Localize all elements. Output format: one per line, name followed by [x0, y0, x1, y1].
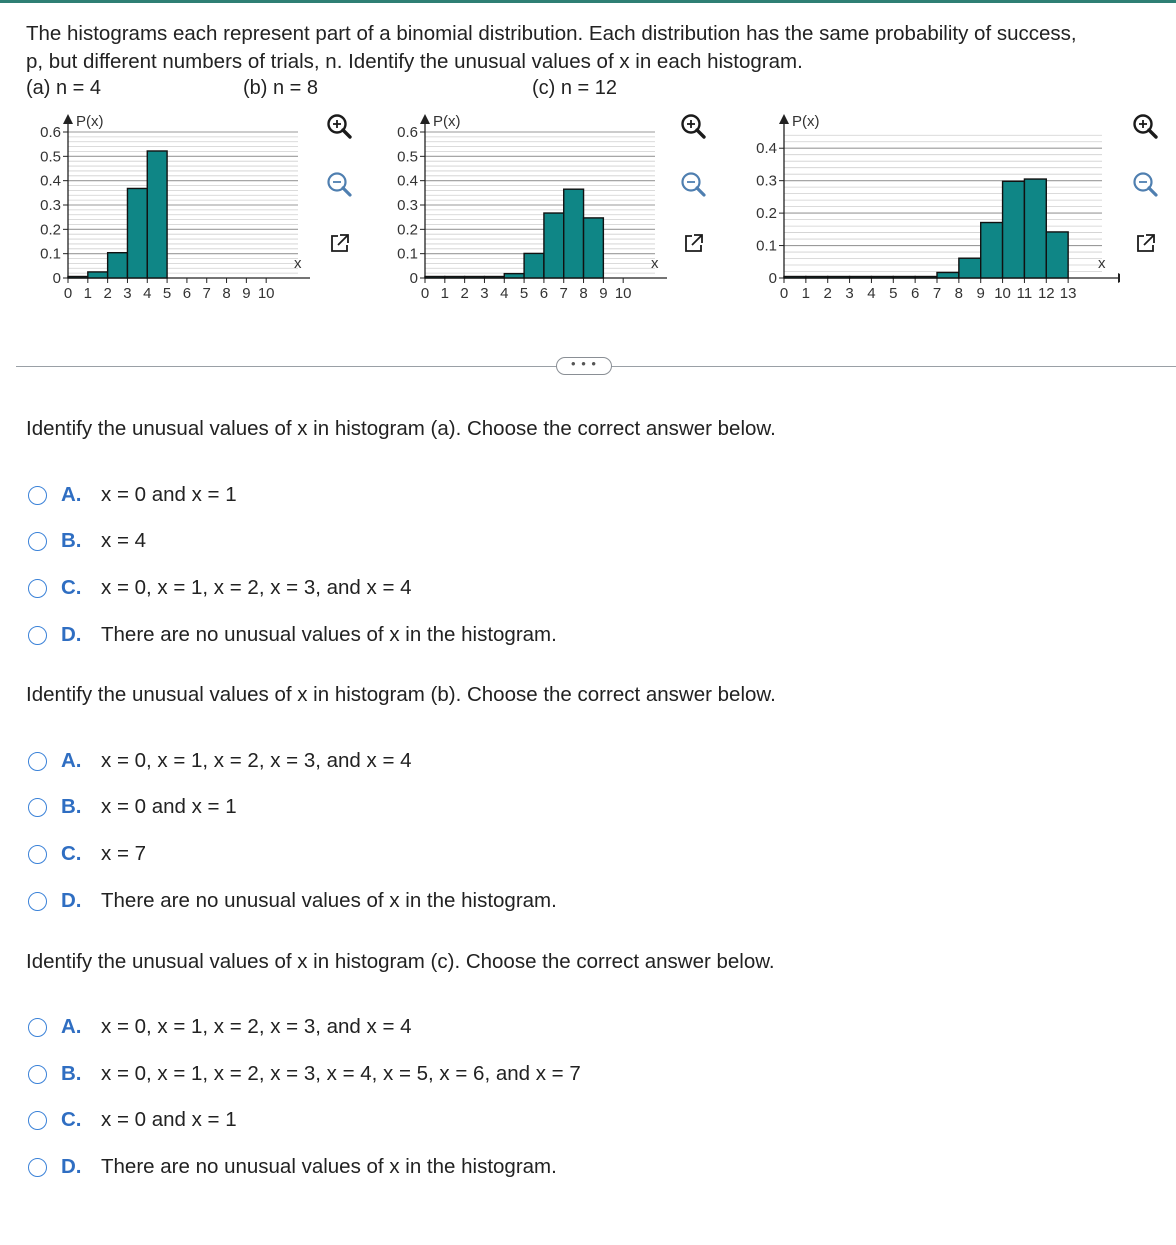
zoom-out-icon — [322, 189, 356, 206]
histogram-bar — [544, 213, 564, 278]
answer-option[interactable] — [28, 481, 237, 509]
y-tick-label: 0.6 — [397, 124, 418, 141]
x-tick-label: 2 — [103, 285, 112, 302]
answer-option[interactable] — [28, 1106, 237, 1134]
answer-option[interactable] — [28, 887, 557, 915]
zoom-out-button[interactable] — [676, 168, 710, 202]
x-tick-label: 3 — [480, 285, 489, 302]
answer-option[interactable] — [28, 1153, 557, 1181]
radio-button[interactable] — [28, 579, 47, 598]
option-letter: B. — [61, 1062, 82, 1085]
zoom-in-button[interactable] — [322, 110, 356, 144]
zoom-out-icon — [676, 189, 710, 206]
option-text: There are no unusual values of x in the histogram. — [101, 1155, 557, 1178]
x-axis-title: x — [651, 255, 659, 272]
histogram-bar — [484, 277, 504, 279]
histogram-bar — [959, 258, 981, 278]
x-tick-label: 8 — [222, 285, 231, 302]
y-tick-label: 0.3 — [40, 197, 61, 214]
x-tick-label: 0 — [63, 285, 73, 302]
histogram-bar — [1003, 181, 1025, 278]
radio-button[interactable] — [28, 626, 47, 645]
x-tick-label: 5 — [519, 285, 529, 302]
x-tick-label: 6 — [910, 285, 920, 302]
x-tick-label: 6 — [539, 285, 549, 302]
option-text: x = 0 and x = 1 — [101, 1108, 237, 1131]
y-tick-label: 0.1 — [397, 245, 418, 263]
answer-option[interactable] — [28, 1060, 581, 1088]
x-tick-label: 0 — [420, 285, 430, 302]
radio-button[interactable] — [28, 1158, 47, 1177]
question-b-prompt: Identify the unusual values of x in histogram (b). Choose the correct answer below. — [26, 683, 776, 706]
x-tick-label: 1 — [83, 285, 92, 302]
problem-line-1: The histograms each represent part of a binomial distribution. Each distribution has the same probability of success, — [26, 22, 1077, 45]
y-axis-arrow — [779, 114, 789, 124]
x-tick-label: 5 — [889, 285, 898, 302]
histogram-bar — [68, 277, 88, 279]
y-tick-label: 0.5 — [397, 148, 418, 166]
histogram-bar — [1046, 232, 1068, 278]
x-tick-label: 10 — [257, 285, 275, 302]
histogram-bar — [828, 277, 850, 279]
open-in-new-window-button[interactable] — [322, 226, 356, 260]
histogram-svg — [28, 104, 310, 304]
y-tick-label: 0.3 — [756, 172, 777, 190]
open-in-new-window-button[interactable] — [1128, 226, 1162, 260]
radio-button[interactable] — [28, 798, 47, 817]
x-tick-label: 6 — [182, 285, 192, 302]
y-axis-arrow — [63, 114, 73, 124]
option-letter: D. — [61, 889, 82, 912]
histogram-bar — [88, 272, 108, 278]
histogram-bar — [893, 277, 915, 279]
histogram-a — [28, 104, 310, 304]
y-axis-arrow — [420, 114, 430, 124]
zoom-out-button[interactable] — [322, 168, 356, 202]
x-tick-label: 1 — [440, 285, 449, 302]
option-text: x = 7 — [101, 842, 147, 865]
histogram-a-label: (a) n = 4 — [26, 77, 102, 99]
zoom-out-button[interactable] — [1128, 168, 1162, 202]
histogram-bar — [915, 277, 937, 279]
x-tick-label: 10 — [994, 285, 1011, 302]
x-axis-title: x — [294, 255, 302, 272]
histogram-bar — [564, 189, 584, 278]
radio-button[interactable] — [28, 1065, 47, 1084]
y-tick-label: 0.6 — [40, 124, 61, 141]
histogram-bar — [425, 277, 445, 279]
x-tick-label: 4 — [867, 285, 876, 302]
x-tick-label: 8 — [954, 285, 964, 302]
y-tick-label: 0 — [768, 270, 777, 287]
option-letter: C. — [61, 842, 82, 865]
more-button[interactable]: • • • — [556, 357, 612, 375]
x-tick-label: 12 — [1037, 285, 1055, 302]
histogram-bar — [981, 223, 1003, 278]
histogram-c-label: (c) n = 12 — [532, 77, 618, 99]
option-text: x = 0, x = 1, x = 2, x = 3, x = 4, x = 5, x = 6, and x = 7 — [101, 1062, 581, 1085]
option-letter: B. — [61, 795, 82, 818]
option-text: x = 0, x = 1, x = 2, x = 3, and x = 4 — [101, 576, 412, 599]
x-tick-label: 2 — [460, 285, 469, 302]
x-tick-label: 1 — [801, 285, 811, 302]
problem-statement — [26, 20, 1176, 76]
option-letter: D. — [61, 1155, 82, 1178]
y-tick-label: 0.4 — [756, 140, 777, 158]
x-tick-label: 7 — [559, 285, 568, 302]
x-axis-arrow — [1118, 273, 1120, 283]
x-tick-label: 9 — [242, 285, 251, 302]
radio-button[interactable] — [28, 1018, 47, 1037]
x-tick-label: 7 — [202, 285, 211, 302]
histogram-bar — [445, 277, 465, 279]
y-tick-label: 0 — [52, 270, 61, 287]
zoom-in-button[interactable] — [1128, 110, 1162, 144]
x-tick-label: 8 — [579, 285, 588, 302]
option-letter: A. — [61, 483, 82, 506]
open-in-new-window-icon — [322, 247, 356, 264]
y-tick-label: 0.2 — [756, 205, 777, 223]
x-tick-label: 13 — [1059, 285, 1077, 302]
x-tick-label: 5 — [162, 285, 172, 302]
histogram-bar — [584, 218, 604, 278]
x-tick-label: 11 — [1016, 285, 1033, 302]
x-tick-label: 4 — [143, 285, 152, 302]
x-tick-label: 4 — [500, 285, 509, 302]
x-tick-label: 10 — [614, 285, 632, 302]
option-text: x = 0, x = 1, x = 2, x = 3, and x = 4 — [101, 749, 412, 772]
option-text: x = 4 — [101, 529, 147, 552]
histogram-bar — [147, 151, 167, 278]
histogram-b — [385, 104, 667, 304]
y-tick-label: 0.2 — [397, 221, 418, 239]
histogram-bar — [504, 274, 524, 278]
y-tick-label: 0.3 — [397, 197, 418, 214]
option-letter: C. — [61, 1108, 82, 1131]
x-tick-label: 9 — [599, 285, 608, 302]
y-tick-label: 0.5 — [40, 148, 61, 166]
problem-line-2: p, but different numbers of trials, n. Identify the unusual values of x in each histogram. — [26, 50, 803, 73]
answer-option[interactable] — [28, 574, 412, 602]
histogram-svg — [740, 104, 1120, 304]
question-a-prompt: Identify the unusual values of x in histogram (a). Choose the correct answer below. — [26, 417, 776, 440]
radio-button[interactable] — [28, 1111, 47, 1130]
histogram-bar — [850, 277, 872, 279]
y-tick-label: 0.1 — [756, 237, 777, 255]
x-tick-label: 0 — [779, 285, 789, 302]
answer-option[interactable] — [28, 840, 146, 868]
option-text: x = 0, x = 1, x = 2, x = 3, and x = 4 — [101, 1015, 412, 1038]
histogram-bar — [784, 277, 806, 279]
histogram-bar — [1024, 179, 1046, 278]
histogram-c — [740, 104, 1120, 304]
histogram-bar — [524, 253, 544, 278]
y-tick-label: 0.4 — [397, 172, 418, 190]
open-in-new-window-icon — [676, 247, 710, 264]
option-letter: C. — [61, 576, 82, 599]
answer-option[interactable] — [28, 527, 146, 555]
x-tick-label: 9 — [976, 285, 985, 302]
x-tick-label: 3 — [845, 285, 854, 302]
histogram-bar — [871, 277, 893, 279]
zoom-in-icon — [1128, 131, 1162, 148]
radio-button[interactable] — [28, 892, 47, 911]
y-axis-title: P(x) — [76, 113, 104, 130]
option-text: There are no unusual values of x in the histogram. — [101, 623, 557, 646]
histogram-bar — [806, 277, 828, 279]
x-tick-label: 7 — [932, 285, 942, 302]
histogram-bar — [108, 253, 128, 278]
y-axis-title: P(x) — [433, 113, 461, 130]
question-c-prompt: Identify the unusual values of x in histogram (c). Choose the correct answer below. — [26, 950, 775, 973]
x-tick-label: 3 — [123, 285, 132, 302]
option-letter: A. — [61, 1015, 82, 1038]
histogram-bar — [127, 188, 147, 278]
option-text: x = 0 and x = 1 — [101, 795, 237, 818]
top-accent-line — [0, 0, 1176, 3]
y-tick-label: 0.2 — [40, 221, 61, 239]
open-in-new-window-button[interactable] — [676, 226, 710, 260]
radio-button[interactable] — [28, 532, 47, 551]
answer-option[interactable] — [28, 747, 412, 775]
answer-option[interactable] — [28, 793, 237, 821]
radio-button[interactable] — [28, 486, 47, 505]
answer-option[interactable] — [28, 621, 557, 649]
radio-button[interactable] — [28, 845, 47, 864]
option-text: There are no unusual values of x in the histogram. — [101, 889, 557, 912]
option-letter: A. — [61, 749, 82, 772]
option-text: x = 0 and x = 1 — [101, 483, 237, 506]
y-tick-label: 0 — [409, 270, 418, 287]
option-letter: B. — [61, 529, 82, 552]
y-axis-title: P(x) — [792, 113, 820, 130]
zoom-in-icon — [322, 131, 356, 148]
histogram-bar — [937, 272, 959, 278]
open-in-new-window-icon — [1128, 247, 1162, 264]
y-tick-label: 0.4 — [40, 172, 61, 190]
option-letter: D. — [61, 623, 82, 646]
answer-option[interactable] — [28, 1013, 412, 1041]
x-tick-label: 2 — [823, 285, 832, 302]
histogram-svg — [385, 104, 667, 304]
zoom-in-icon — [676, 131, 710, 148]
histogram-b-label: (b) n = 8 — [243, 77, 319, 99]
histogram-bar — [465, 277, 485, 279]
zoom-in-button[interactable] — [676, 110, 710, 144]
radio-button[interactable] — [28, 752, 47, 771]
x-axis-title: x — [1098, 255, 1106, 272]
y-tick-label: 0.1 — [40, 245, 61, 263]
zoom-out-icon — [1128, 189, 1162, 206]
